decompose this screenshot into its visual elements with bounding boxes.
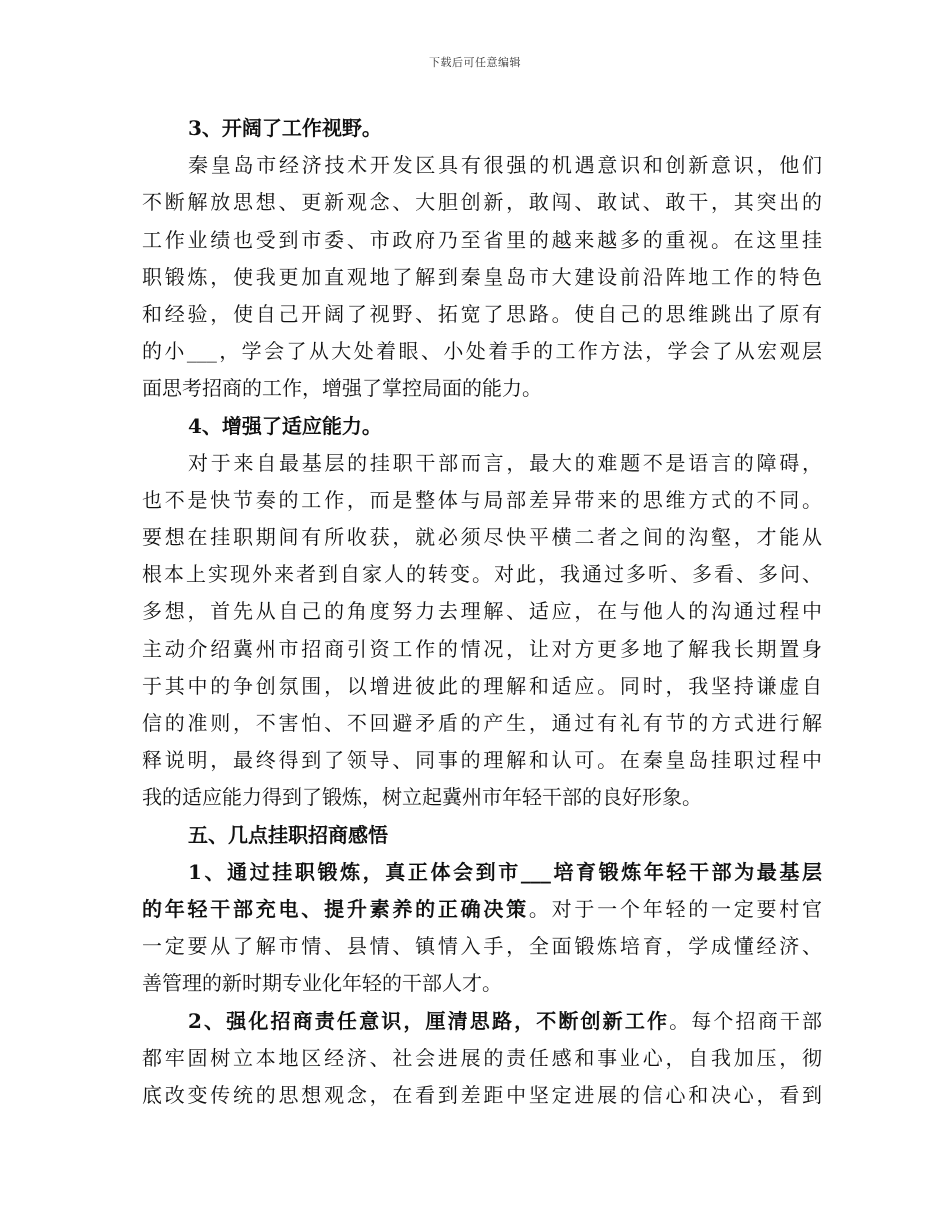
- paragraph-line: 一定要从了解市情、县情、镇情入手，全面锻炼培育，学成懂经济、: [142, 934, 822, 959]
- paragraph-line: 释说明，最终得到了领导、同事的理解和认可。在秦皇岛挂职过程中: [142, 748, 822, 773]
- paragraph-line: 也不是快节奏的工作，而是整体与局部差异带来的思维方式的不同。: [142, 487, 822, 512]
- page-header-note: 下载后可任意编辑: [429, 56, 521, 69]
- paragraph-line: 和经验，使自己开阔了视野、拓宽了思路。使自己的思维跳出了原有: [142, 301, 822, 326]
- paragraph-line: 底改变传统的思想观念，在看到差距中坚定进展的信心和决心，看到: [142, 1082, 822, 1107]
- document-body: [142, 110, 822, 1114]
- section-heading: 4、增强了适应能力。: [188, 413, 382, 438]
- paragraph-line: 于其中的争创氛围，以增进彼此的理解和适应。同时，我坚持谦虚自: [142, 673, 822, 698]
- paragraph-line: 职锻炼，使我更加直观地了解到秦皇岛市大建设前沿阵地工作的特色: [142, 264, 822, 289]
- paragraph-line: 面思考招商的工作，增强了掌控局面的能力。: [142, 376, 542, 401]
- paragraph-line: 的小___，学会了从大处着眼、小处着手的工作方法，学会了从宏观层: [142, 339, 822, 364]
- paragraph-line: 工作业绩也受到市委、市政府乃至省里的越来越多的重视。在这里挂: [142, 227, 822, 252]
- bold-lead: 的年轻干部充电、提升素养的正确决策: [142, 896, 529, 921]
- paragraph-line: 我的适应能力得到了锻炼，树立起冀州市年轻干部的良好形象。: [142, 785, 702, 810]
- section-heading: 3、开阔了工作视野。: [188, 116, 382, 140]
- paragraph-text: 。每个招商干部: [669, 1008, 822, 1033]
- section-heading: 五、几点挂职招商感悟: [188, 822, 388, 847]
- paragraph-line: 主动介绍冀州市招商引资工作的情况，让对方更多地了解我长期置身: [142, 636, 822, 661]
- bold-lead: 1、通过挂职锻炼，真正体会到市___培育锻炼年轻干部为最基层: [188, 859, 822, 884]
- paragraph-line: [142, 854, 822, 891]
- paragraph-line: [142, 1003, 822, 1040]
- paragraph-line: 不断解放思想、更新观念、大胆创新，敢闯、敢试、敢干，其突出的: [142, 190, 822, 215]
- bold-lead: 2、强化招商责任意识，厘清思路，不断创新工作: [188, 1008, 670, 1033]
- paragraph-line: 都牢固树立本地区经济、社会进展的责任感和事业心，自我加压，彻: [142, 1045, 822, 1070]
- paragraph-line: 多想，首先从自己的角度努力去理解、适应，在与他人的沟通过程中: [142, 599, 822, 624]
- paragraph-line: 秦皇岛市经济技术开发区具有很强的机遇意识和创新意识，他们: [188, 153, 822, 178]
- paragraph-line: 善管理的新时期专业化年轻的干部人才。: [142, 971, 502, 996]
- paragraph-line: 根本上实现外来者到自家人的转变。对此，我通过多听、多看、多问、: [142, 562, 822, 587]
- paragraph-text: 。对于一个年轻的一定要村官: [528, 896, 822, 921]
- paragraph-line: 要想在挂职期间有所收获，就必须尽快平横二者之间的沟壑，才能从: [142, 525, 822, 550]
- paragraph-line: 信的准则，不害怕、不回避矛盾的产生，通过有礼有节的方式进行解: [142, 711, 822, 735]
- paragraph-line: 对于来自最基层的挂职干部而言，最大的难题不是语言的障碍，: [188, 450, 822, 475]
- paragraph-line: [142, 891, 822, 928]
